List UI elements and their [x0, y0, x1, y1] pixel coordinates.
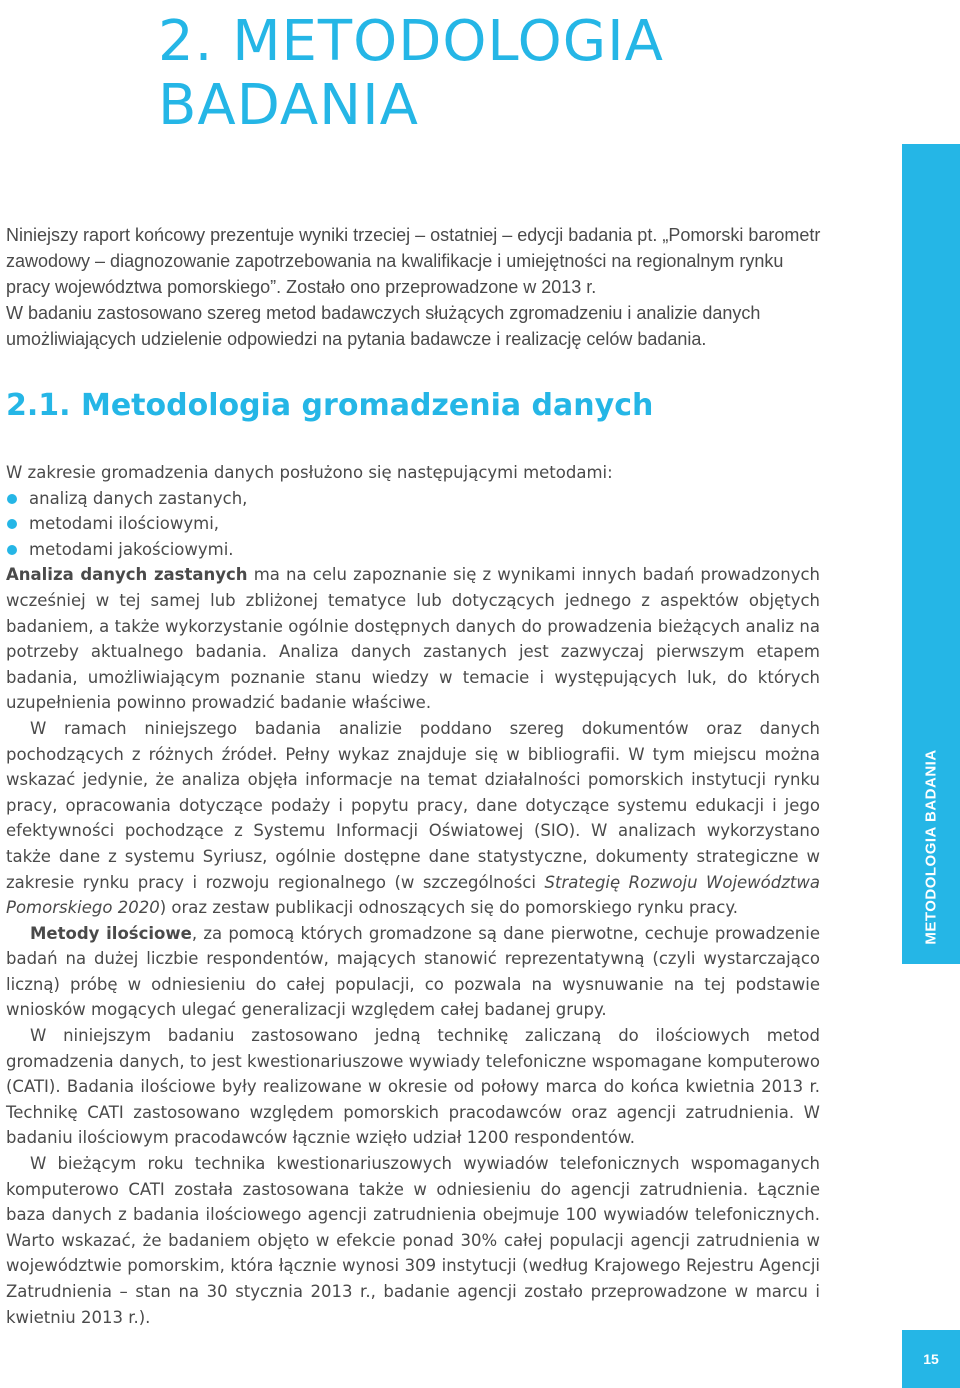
- chapter-title: [158, 10, 664, 138]
- paragraph-text: W ramach niniejszego badania analizie poddano szereg dokumentów oraz danych pochodzących z różnych źródeł. Pełny wykaz znajduje się w bibliografii. W tym miejscu można wskazać jedynie, że analiza objęła informacje na temat działalności pomorskich instytucji rynku pracy, opracowania dotyczące podaży i popytu pracy, dane dotyczące systemu edukacji i jego efektywności pochodzące z Systemu Informacji Oświatowej (SIO). W analizach wykorzystano także dane z systemu Syriusz, ogólnie dostępne dane statystyczne, dokumenty strategiczne w zakresie rynku pracy i rozwoju regionalnego (w szczególności: [6, 718, 820, 892]
- intro-block: [6, 222, 826, 352]
- methods-list: [6, 486, 820, 563]
- paragraph-desk-research: [6, 562, 820, 716]
- list-item-text: metodami ilościowymi,: [29, 514, 220, 534]
- list-item: [6, 511, 820, 537]
- body-text: [6, 460, 820, 1330]
- side-tab-label: METODOLOGIA BADANIA: [922, 749, 940, 945]
- chapter-title-line2: BADANIA: [158, 73, 419, 138]
- bullet-dot-icon: [7, 494, 17, 504]
- header-white-box: [0, 0, 144, 152]
- list-item: [6, 486, 820, 512]
- section-heading: 2.1. Metodologia gromadzenia danych: [6, 388, 654, 423]
- paragraph-cati: W niniejszym badaniu zastosowano jedną technikę zaliczaną do ilościowych metod gromadzenia danych, to jest kwestionariuszowe wywiady telefoniczne wspomagane komputerowo (CATI). Badania ilościowe były realizowane w okresie od połowy marca do końca kwietnia 2013 r. Technikę CATI zastosowano względem pomorskich pracodawców oraz agencji zatrudnienia. W badaniu ilościowym pracodawców łącznie wzięło udział 1200 respondentów.: [6, 1026, 820, 1148]
- paragraph-text: ma na celu zapoznanie się z wynikami innych badań prowadzonych wcześniej w tej samej lub zbliżonej tematyce lub dotyczących jednego z aspektów objętych badaniem, a także wykorzystanie ogólnie dostępnych danych do prowadzenia bieżących analiz na potrzeby aktualnego badania. Analiza danych zastanych jest zazwyczaj pierwszym etapem badania, umożliwiającym poznanie stanu wiedzy w temacie i występujących luk, do których uzupełnienia powinno prowadzić badanie właściwe.: [6, 565, 820, 713]
- paragraph-text: , za pomocą których gromadzone są dane pierwotne, cechuje prowadzenie badań na dużej liczbie respondentów, mających stanowić reprezentatywną (czyli wystarczająco liczną) próbę w odniesieniu do całej populacji, co pozwala na wysnuwanie na tej podstawie wniosków mogących ulegać generalizacji względem całej badanej grupy.: [6, 923, 820, 1020]
- paragraph-documents: [6, 716, 820, 921]
- page-number-box: [902, 1330, 960, 1388]
- paragraph-text: ) oraz zestaw publikacji odnoszących się do pomorskiego rynku pracy.: [159, 898, 739, 918]
- chapter-title-line1: 2. METODOLOGIA: [158, 9, 664, 74]
- page-number: 15: [923, 1351, 939, 1367]
- paragraph-quantitative: [6, 921, 820, 1023]
- methods-lead: W zakresie gromadzenia danych posłużono się następującymi metodami:: [6, 463, 613, 482]
- list-item-text: metodami jakościowymi.: [29, 539, 234, 559]
- intro-paragraph-2: W badaniu zastosowano szereg metod badawczych służących zgromadzeniu i analizie danych umożliwiających udzielenie odpowiedzi na pytania badawcze i realizację celów badania.: [6, 303, 761, 349]
- bullet-dot-icon: [7, 545, 17, 555]
- bullet-dot-icon: [7, 519, 17, 529]
- paragraph-agencies: W bieżącym roku technika kwestionariuszowych wywiadów telefonicznych wspomaganych komputerowo CATI została zastosowana także w odniesieniu do agencji zatrudnienia. Łącznie baza danych z badania ilościowego agencji zatrudnienia obejmuje 100 wywiadów telefonicznych. Warto wskazać, że badaniem objęto w efekcie ponad 30% całej populacji agencji zatrudnienia w województwie pomorskim, która łącznie wynosi 309 instytucji (według Krajowego Rejestru Agencji Zatrudnienia – stan na 30 stycznia 2013 r., badanie agencji zostało przeprowadzone w marcu i kwietniu 2013 r.).: [6, 1154, 820, 1327]
- term-quantitative: Metody ilościowe: [30, 923, 192, 943]
- strategy-title: Strategię Rozwoju Województwa Pomorskiego 2020: [6, 872, 820, 918]
- list-item: [6, 537, 820, 563]
- intro-paragraph-1: Niniejszy raport końcowy prezentuje wyniki trzeciej – ostatniej – edycji badania pt. „Pomorski barometr zawodowy – diagnozowanie zapotrzebowania na kwalifikacje i umiejętności na regionalnym rynku pracy województwa pomorskiego”. Zostało ono przeprowadzone w 2013 r.: [6, 225, 821, 297]
- list-item-text: analizą danych zastanych,: [29, 488, 248, 508]
- term-desk-research: Analiza danych zastanych: [6, 565, 248, 585]
